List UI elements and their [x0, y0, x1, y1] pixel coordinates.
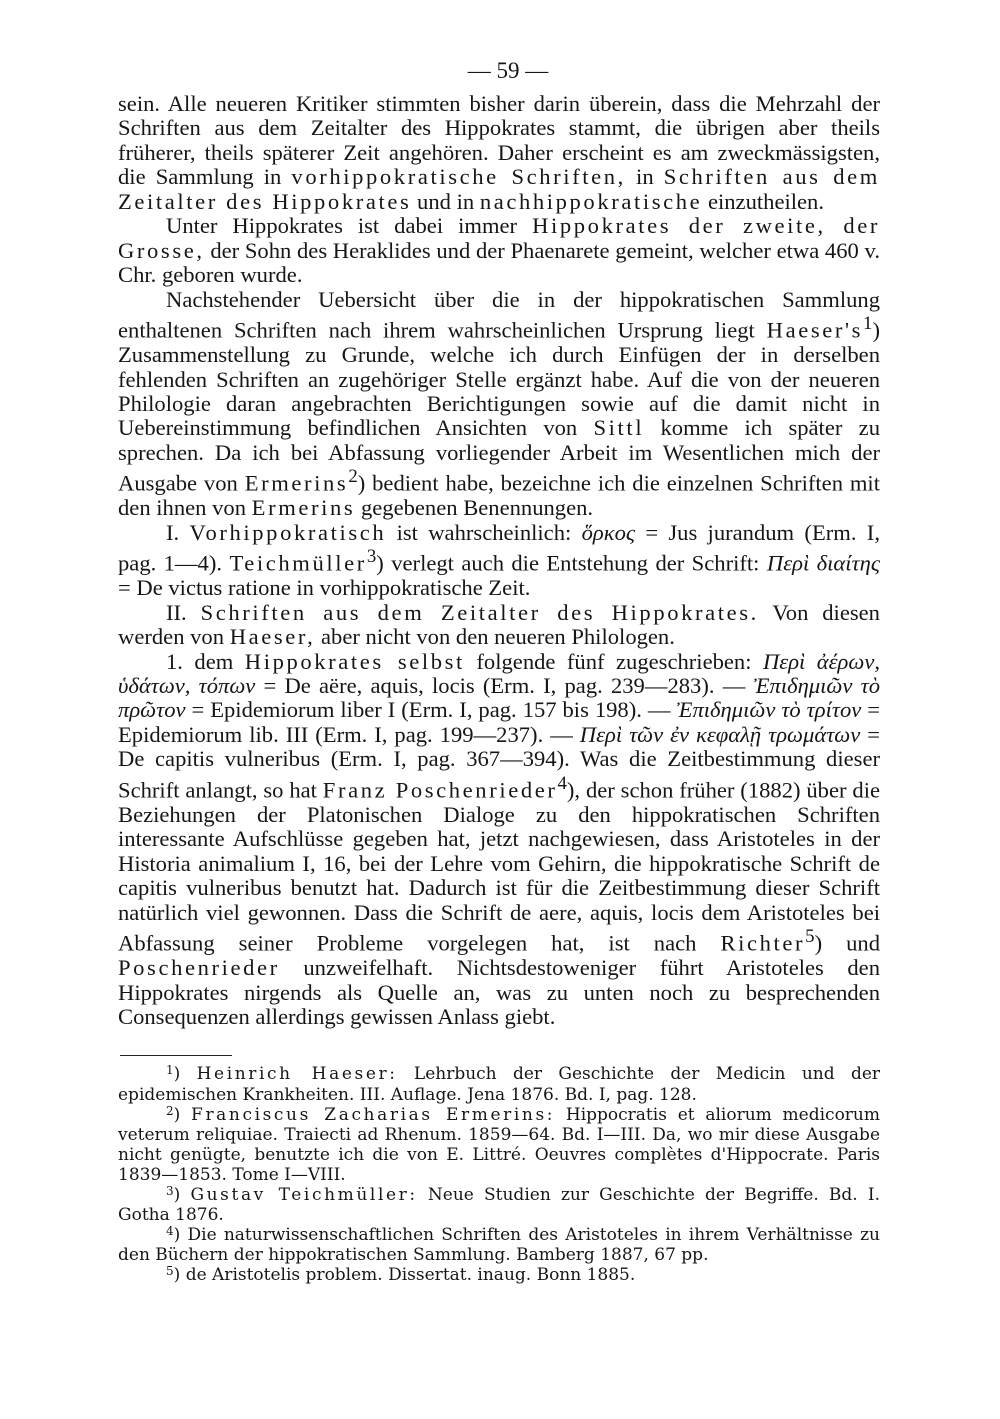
text-run: ist wahrscheinlich: [396, 519, 572, 545]
footnote-text: Lehrbuch der Geschichte der Medicin und der epidemischen Krankheiten. III. Auflage. Jena 1876. Bd. I, pag. 128. [118, 1064, 881, 1105]
footnote-text: Die naturwissenschaftlichen Schriften des Aristoteles in ihrem Verhältnisse zu den Büchern der hippokratischen Sammlung. Bamberg 1887, 67 pp. [118, 1225, 880, 1266]
greek-term: ὅρκος [581, 519, 636, 545]
text-run: unzweifelhaft. Nichtsdestoweniger führt Aristoteles den Hippokrates nirgends als Quelle an, was zu unten noch zu besprechenden Consequenzen allerdings gewissen Anlass giebt. [118, 955, 880, 1029]
text-run: 1. dem [166, 648, 234, 674]
paragraph-3: Nachstehender Uebersicht über die in der hippokratischen Sammlung enthaltenen Schriften nach ihrem wahrscheinlichen Ursprung liegt $Haeser's^1$) Zusammenstellung zu Grunde, welche ich durch Einfügen der in derselben fehlenden Schriften an zugehöriger Stelle ergänzt habe. Auf die von der neueren Philologie daran angebrachten Berichtigungen sowie auf die damit nicht in Uebereinstimmung befindlichen Ansichten von Sittl komme ich später zu sprechen. Da ich bei Abfassung vorliegender Arbeit im Wesentlichen mich der Ausgabe von Ermerins$^2$) bedient habe, bezeichne ich die einzelnen Schriften mit den ihnen von Ermerins gegebenen Benennungen. [118, 286, 881, 521]
footnote-mark: 3 [166, 1183, 174, 1198]
footnote-4: $^4$) Die naturwissenschaftlichen Schriften des Aristoteles in ihrem Verhältnisse zu den Büchern der hippokratischen Sammlung. Bamberg 1887, 67 pp. [118, 1224, 880, 1266]
text-run: folgende fünf zugeschrieben: [476, 648, 752, 674]
spaced-term: Sittl [593, 415, 645, 441]
spaced-term: Ermerins [244, 470, 349, 496]
text-run: I. [166, 519, 180, 545]
spaced-term: Haeser's [766, 317, 864, 343]
paragraph-1 [118, 92, 880, 214]
spaced-term: Vorhippokratisch [189, 519, 387, 545]
footnote-ref: 3 [366, 546, 377, 568]
greek-term: Ἐπιδημιῶν τὸ πρῶτον [118, 673, 880, 723]
spaced-term: Franz Poschenrieder [322, 777, 558, 803]
footnote-author: Gustav Teichmüller: [190, 1184, 418, 1205]
greek-term: Περὶ διαίτης [766, 550, 880, 576]
text-run: Zusammenstellung zu Grunde, welche ich durch Einfügen der in derselben fehlenden Schriften an zugehöriger Stelle ergänzt habe. Auf die von der neueren Philologie daran angebrachten Berichtigungen sowie auf die damit nicht in Uebereinstimmung befindlichen Ansichten von [118, 342, 880, 441]
main-text [118, 92, 880, 1029]
paragraph-2 [118, 214, 880, 287]
greek-term: Περὶ ἀέρων, ὑδάτων, τόπων [118, 648, 881, 699]
footnote-mark: 5 [166, 1264, 174, 1279]
footnote-rule [120, 1055, 232, 1056]
text-run: Von diesen werden von [118, 599, 880, 650]
text-run: einzutheilen. [707, 188, 824, 214]
text-run: = De victus ratione in vorhippokratische Zeit. [118, 575, 531, 601]
greek-term: Περὶ τῶν ἐν κεφαλῇ τρωμάτων [579, 721, 861, 747]
text-run: und [846, 930, 880, 956]
footnote-ref: 5 [805, 926, 815, 948]
spaced-term: Schriften aus dem Zeitalter des Hippokrates [118, 164, 880, 214]
footnote-mark: 1 [166, 1063, 174, 1078]
text-run: = Epidemiorum lib. III (Erm. I, pag. 199—237). — [118, 697, 880, 747]
footnote-mark: 2 [166, 1103, 174, 1118]
footnote-text: Neue Studien zur Geschichte der Begriffe. Bd. I. Gotha 1876. [118, 1184, 880, 1226]
text-run: bedient habe, bezeichne ich die einzelnen Schriften mit den ihnen von [118, 470, 880, 521]
spaced-term: Hippokrates selbst [244, 648, 465, 674]
footnote-ref: 2 [348, 466, 358, 488]
footnote-mark: 4 [166, 1224, 174, 1239]
text-run: = Jus jurandum (Erm. I, pag. 1—4). [118, 519, 880, 576]
spaced-term: Poschenrieder [118, 955, 280, 981]
spaced-term: vorhippokratische Schriften, [291, 164, 626, 190]
greek-term: Ἐπιδημιῶν τὸ τρίτον [676, 697, 862, 723]
spaced-term: Haeser, [229, 624, 316, 650]
text-run: der Sohn des Heraklides und der Phaenarete gemeint, welcher etwa 460 v. Chr. geboren wurde. [118, 237, 880, 288]
text-run: sein. Alle neueren Kritiker stimmten bisher darin überein, dass die Mehrzahl der Schriften aus dem Zeitalter des Hippokrates stammt, die übrigen aber theils früherer, theils späterer Zeit angehören. Daher erscheint es am zweckmässigsten, die Sammlung in [118, 91, 880, 190]
footnote-text: Hippocratis et aliorum medicorum veterum reliquiae. Traiecti ad Rhenum. 1859—64. Bd. I—III. Da, wo mir diese Ausgabe nicht genügte, benutzte ich die von E. Littré. Oeuvres complètes d'Hippocrate. Paris 1839—1853. Tome I—VIII. [118, 1104, 880, 1185]
spaced-term: nachhippokratische [479, 188, 703, 214]
footnote-1: $^1$) Heinrich Haeser: Lehrbuch der Geschichte der Medicin und der epidemischen Krankheiten. III. Auflage. Jena 1876. Bd. I, pag. 128. [118, 1063, 881, 1105]
footnotes [118, 1064, 880, 1285]
footnote-author: Heinrich Haeser: [196, 1064, 398, 1085]
footnote-2: $^2$) Franciscus Zacharias Ermerins: Hippocratis et aliorum medicorum veterum reliquiae. Traiecti ad Rhenum. 1859—64. Bd. I—III. Da, wo mir diese Ausgabe nicht genügte, benutzte ich die von E. Littré. Oeuvres complètes d'Hippocrate. Paris 1839—1853. Tome I—VIII. [118, 1103, 880, 1185]
spaced-term: Richter [720, 930, 806, 956]
footnote-ref: 1 [863, 313, 873, 335]
text-run: II. [166, 599, 187, 625]
footnote-ref: 4 [557, 772, 567, 794]
text-run: Nachstehender Uebersicht über die in der hippokratischen Sammlung enthaltenen Schriften nach ihrem wahrscheinlichen Ursprung liegt [118, 286, 880, 343]
footnote-text: de Aristotelis problem. Dissertat. inaug. Bonn 1885. [185, 1265, 636, 1286]
text-run: verlegt auch die Entstehung der Schrift: [391, 550, 760, 576]
paragraph-6: 1. dem Hippokrates selbst folgende fünf zugeschrieben: Περὶ ἀέρων, ὑδάτων, τόπων = De aëre, aquis, locis (Erm. I, pag. 239—283). — Ἐπιδημιῶν τὸ πρῶτον = Epidemiorum liber I (Erm. I, pag. 157 bis 198). — Ἐπιδημιῶν τὸ τρίτον = Epidemiorum lib. III (Erm. I, pag. 199—237). — Περὶ τῶν ἐν κεφαλῇ τρωμάτων = De capitis vulneribus (Erm. I, pag. 367—394). Was die Zeitbestimmung dieser Schrift anlangt, so hat Franz Poschenrieder$^4$), der schon früher (1882) über die Beziehungen der Platonischen Dialoge zu den hippokratischen Schriften interessante Aufschlüsse gegeben hat, jetzt nachgewiesen, dass Aristoteles in der Historia animalium I, 16, bei der Lehre vom Gehirn, die hippokratische Schrift de capitis vulneribus benutzt hat. Dadurch ist für die Zeitbestimmung dieser Schrift natürlich viel gewonnen. Dass die Schrift de aere, aquis, locis dem Aristoteles bei Abfassung seiner Probleme vorgelegen hat, ist nach Richter$^5$) und Poschenrieder unzweifelhaft. Nichtsdestoweniger führt Aristoteles den Hippokrates nirgends als Quelle an, was zu unten noch zu besprechenden Consequenzen allerdings gewissen Anlass giebt. [118, 648, 881, 1029]
paragraph-4: I. Vorhippokratisch ist wahrscheinlich: ὅρκος = Jus jurandum (Erm. I, pag. 1—4). Teichmüller$^3$) verlegt auch die Entstehung der Schrift: Περὶ διαίτης = De victus ratione in vorhippokratische Zeit. [118, 519, 880, 601]
text-run: der schon früher (1882) über die Beziehungen der Platonischen Dialoge zu den hippokratischen Schriften interessante Aufschlüsse gegeben hat, jetzt nachgewiesen, dass Aristoteles in der Historia animalium I, 16, bei der Lehre vom Gehirn, die hippokratische Schrift de capitis vulneribus benutzt hat. Dadurch ist für die Zeitbestimmung dieser Schrift natürlich viel gewonnen. Dass die Schrift de aere, aquis, locis dem Aristoteles bei Abfassung seiner Probleme vorgelegen hat, ist nach [118, 777, 880, 956]
text-run: Unter Hippokrates ist dabei immer [166, 213, 518, 239]
spaced-term: Hippokrates der zweite, der Grosse, [118, 213, 880, 263]
spaced-term: Ermerins [251, 495, 356, 521]
text-run: komme ich später zu sprechen. Da ich bei Abfassung vorliegender Arbeit im Wesentlichen mich der Ausgabe von [118, 415, 881, 496]
paragraph-5 [118, 601, 880, 650]
page-number: — 59 — [467, 58, 549, 83]
text-run: = De aëre, aquis, locis (Erm. I, pag. 239—283). — [263, 673, 746, 699]
footnote-author: Franciscus Zacharias Ermerins: [191, 1104, 556, 1125]
text-run: = De capitis vulneribus (Erm. I, pag. 367—394). Was die Zeitbestimmung dieser Schrift anlangt, so hat [118, 721, 881, 803]
text-run: in [636, 164, 654, 190]
spaced-term: Teichmüller [229, 550, 367, 576]
text-run: = Epidemiorum liber I (Erm. I, pag. 157 bis 198). — [191, 697, 671, 723]
book-page [118, 56, 880, 1396]
text-run: gegebenen Benennungen. [360, 495, 594, 521]
text-run: aber nicht von den neueren Philologen. [321, 624, 675, 650]
footnote-5: $^5$) de Aristotelis problem. Dissertat. inaug. Bonn 1885. [166, 1264, 636, 1286]
text-run: und in [417, 188, 475, 214]
footnote-3: $^3$) Gustav Teichmüller: Neue Studien zur Geschichte der Begriffe. Bd. I. Gotha 1876. [118, 1183, 880, 1226]
spaced-term: Schriften aus dem Zeitalter des Hippokrates. [200, 599, 759, 625]
